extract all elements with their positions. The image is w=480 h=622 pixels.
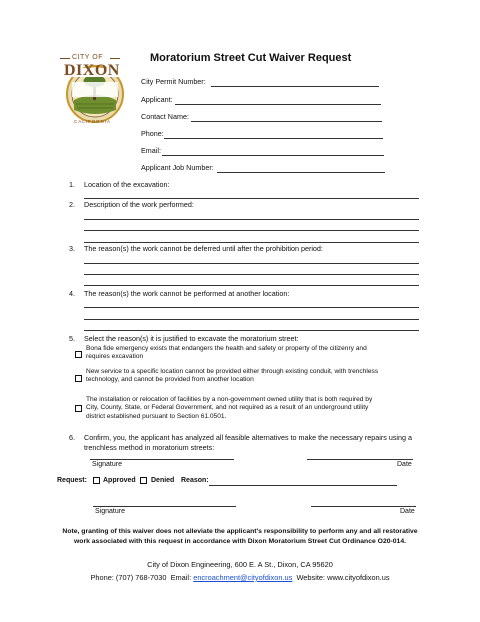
footer-email-label: Email: xyxy=(170,573,192,582)
q6-number: 6. xyxy=(69,433,75,442)
date-label-2: Date xyxy=(400,508,415,515)
signature-line-1[interactable] xyxy=(90,459,234,460)
option-utility-line-3: district established pursuant to Section 61.0501. xyxy=(86,412,227,420)
q6-text-line-1: Confirm, you, the applicant has analyzed all feasible alternatives to make the necessary repairs using a xyxy=(84,433,413,442)
q4-number: 4. xyxy=(69,289,75,298)
denied-label: Denied xyxy=(151,477,175,484)
logo-name: DIXON xyxy=(64,62,120,79)
reason-label: Reason: xyxy=(181,477,209,484)
footer-phone: Phone: (707) 768-7030 xyxy=(90,573,167,582)
footer-address: City of Dixon Engineering, 600 E. A St., Dixon, CA 95620 xyxy=(147,560,333,569)
option-new-service-line-2: technology, and cannot be provided from another location xyxy=(86,376,254,384)
request-label: Request: xyxy=(57,477,87,484)
q3-answer-line-2[interactable] xyxy=(84,274,419,275)
option-utility-text xyxy=(86,396,372,421)
q2-text: Description of the work performed: xyxy=(84,200,194,209)
logo-divider-right xyxy=(110,58,120,59)
field-label-contact: Contact Name: xyxy=(141,112,189,121)
applicant-field[interactable] xyxy=(175,104,381,105)
denied-checkbox[interactable] xyxy=(140,477,147,484)
q3-number: 3. xyxy=(69,244,75,253)
option-emergency-line-1: Bona fide emergency exists that endangers the health and safety or property of the citizenry and xyxy=(86,345,367,352)
q5-number: 5. xyxy=(69,334,75,343)
approved-label: Approved xyxy=(103,477,136,484)
q6-text xyxy=(84,433,412,453)
option-new-service-checkbox[interactable] xyxy=(75,375,82,382)
q3-text: The reason(s) the work cannot be deferred until after the prohibition period: xyxy=(84,244,323,253)
waiver-note-line-1: Note, granting of this waiver does not alleviate the applicant's responsibility to perform any and all restorative xyxy=(62,528,418,535)
signature-line-2[interactable] xyxy=(93,506,236,507)
q4-answer-line-2[interactable] xyxy=(84,319,419,320)
q1-text: Location of the excavation: xyxy=(84,180,170,189)
field-label-applicant: Applicant: xyxy=(141,95,173,104)
field-label-permit: City Permit Number: xyxy=(141,77,206,86)
permit-number-field[interactable] xyxy=(211,86,379,87)
reason-field[interactable] xyxy=(209,485,397,486)
q2-answer-line-2[interactable] xyxy=(84,230,419,231)
q4-answer-line-1[interactable] xyxy=(84,307,419,308)
logo-top-text: CITY OF xyxy=(72,54,103,61)
date-line-1[interactable] xyxy=(307,459,413,460)
form-title: Moratorium Street Cut Waiver Request xyxy=(150,52,352,64)
logo-divider-left xyxy=(60,58,70,59)
logo-bottom-text: CALIFORNIA xyxy=(74,119,112,124)
field-label-phone: Phone: xyxy=(141,129,164,138)
footer-contact xyxy=(0,573,480,582)
signature-label-1: Signature xyxy=(92,461,122,468)
date-label-1: Date xyxy=(397,461,412,468)
waiver-note-line-2: work associated with this request in accordance with Dixon Moratorium Street Cut Ordinance O20-014. xyxy=(74,538,406,545)
job-number-field[interactable] xyxy=(217,172,385,173)
q1-number: 1. xyxy=(69,180,75,189)
option-emergency-line-2: requires excavation xyxy=(86,353,144,361)
footer-email-link[interactable]: encroachment@cityofdixon.us xyxy=(193,573,293,582)
q4-text: The reason(s) the work cannot be performed at another location: xyxy=(84,289,290,298)
q2-answer-line-3[interactable] xyxy=(84,242,419,243)
field-label-job-number: Applicant Job Number: xyxy=(141,163,214,172)
option-utility-line-2: City, County, State, or Federal Government, and not required as a result of an underground utility xyxy=(86,404,369,412)
option-new-service-line-1: New service to a specific location cannot be provided either through existing conduit, with trenchless xyxy=(86,368,379,375)
waiver-note xyxy=(40,527,440,547)
phone-field[interactable] xyxy=(164,138,383,139)
q3-answer-line-3[interactable] xyxy=(84,285,419,286)
footer-website: Website: www.cityofdixon.us xyxy=(296,573,390,582)
option-emergency-checkbox[interactable] xyxy=(75,351,82,358)
signature-label-2: Signature xyxy=(95,508,125,515)
q1-answer-line[interactable] xyxy=(84,198,419,199)
q5-text: Select the reason(s) it is justified to excavate the moratorium street: xyxy=(84,334,299,343)
q3-answer-line-1[interactable] xyxy=(84,263,419,264)
contact-name-field[interactable] xyxy=(191,121,382,122)
option-emergency-text xyxy=(86,345,367,362)
option-utility-checkbox[interactable] xyxy=(75,405,82,412)
date-line-2[interactable] xyxy=(311,506,416,507)
q2-number: 2. xyxy=(69,200,75,209)
email-field[interactable] xyxy=(162,155,384,156)
q2-answer-line-1[interactable] xyxy=(84,219,419,220)
field-label-email: Email: xyxy=(141,146,161,155)
q6-text-line-2: trenchless method in moratorium streets: xyxy=(84,443,215,452)
approved-checkbox[interactable] xyxy=(93,477,100,484)
q4-answer-line-3[interactable] xyxy=(84,330,419,331)
option-new-service-text xyxy=(86,368,378,385)
option-utility-line-1: The installation or relocation of facilities by a non-government owned utility that is both required by xyxy=(86,396,373,403)
